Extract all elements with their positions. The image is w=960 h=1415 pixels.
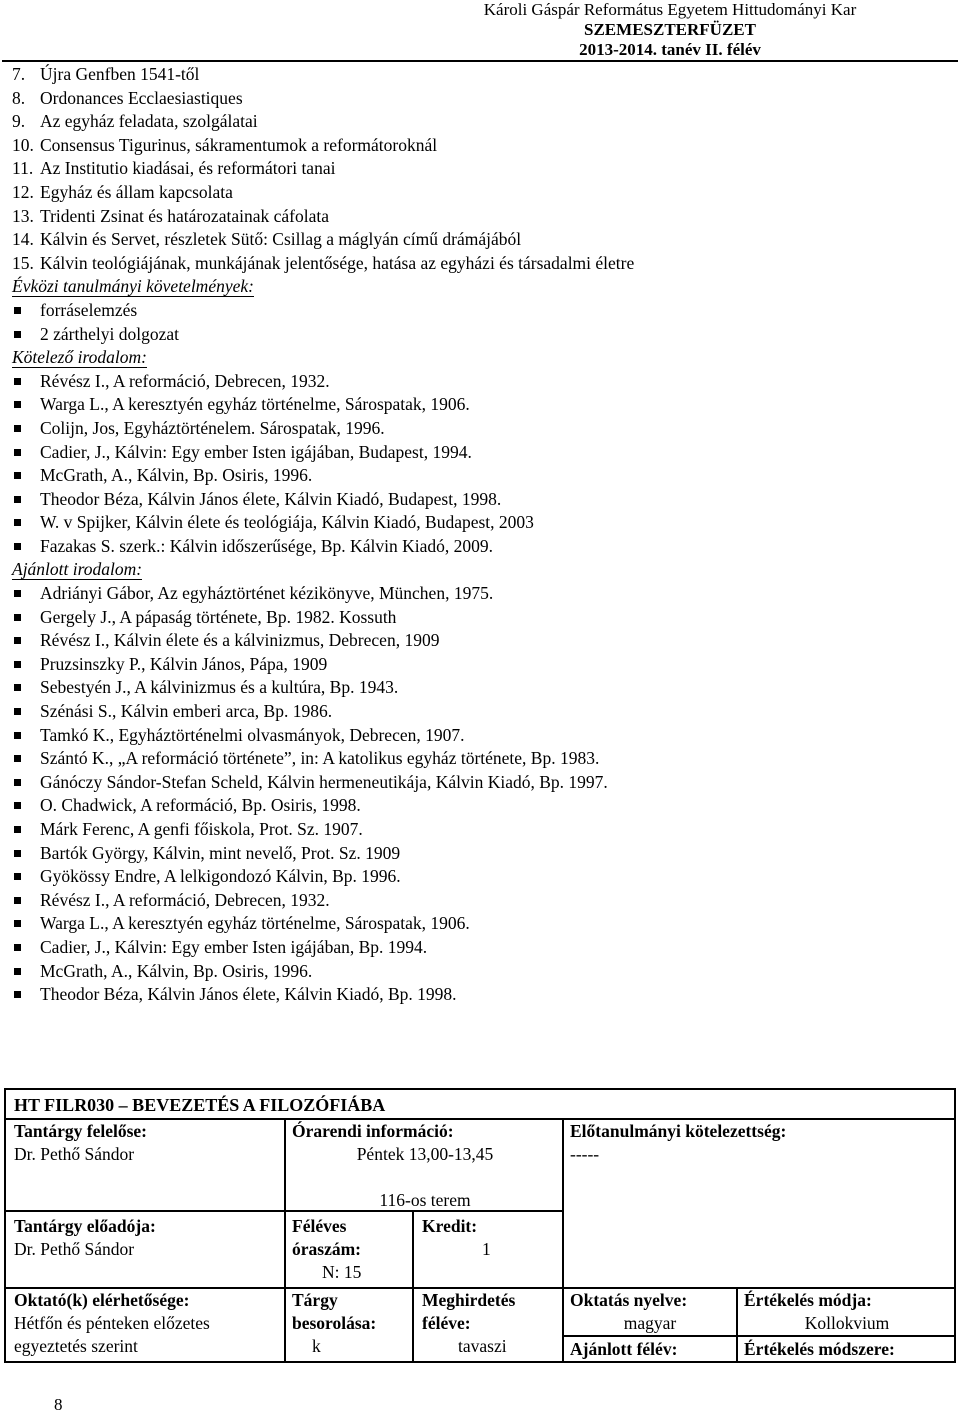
mandatory-literature-item: Révész I., A reformáció, Debrecen, 1932.	[12, 370, 952, 394]
recommended-semester-label: Ajánlott félév:	[570, 1339, 678, 1359]
topic-number: 8.	[12, 87, 26, 108]
responsible-label: Tantárgy felelőse:	[14, 1121, 148, 1141]
language-cell	[570, 1289, 730, 1335]
page-number: 8	[54, 1395, 63, 1414]
requirements-heading: Évközi tanulmányi követelmények:	[12, 276, 254, 297]
topic-item	[12, 205, 952, 229]
recommended-literature-item: McGrath, A., Kálvin, Bp. Osiris, 1996.	[12, 960, 952, 984]
prereq-label: Előtanulmányi kötelezettség:	[570, 1121, 787, 1141]
schedule-time: Péntek 13,00-13,45	[356, 1144, 494, 1164]
credit-label: Kredit:	[422, 1216, 478, 1236]
mandatory-literature-item: Warga L., A keresztyén egyház történelme, Sárospatak, 1906.	[12, 393, 952, 417]
requirement-item: 2 zárthelyi dolgozat	[12, 323, 952, 347]
eval-value: Kollokvium	[804, 1313, 890, 1333]
contact-line-1: Hétfőn és pénteken előzetes	[14, 1313, 210, 1333]
lecturer-label: Tantárgy előadója:	[14, 1216, 156, 1236]
topic-item	[12, 157, 952, 181]
topic-number: 7.	[12, 64, 26, 84]
announce-value: tavaszi	[458, 1336, 507, 1356]
mandatory-literature-item: McGrath, A., Kálvin, Bp. Osiris, 1996.	[12, 464, 952, 488]
recommended-literature-item: Gyökössy Endre, A lelkigondozó Kálvin, Bp. 1996.	[12, 865, 952, 889]
credit-cell	[422, 1215, 558, 1261]
responsible-cell	[14, 1120, 147, 1166]
topic-text: Consensus Tigurinus, sákramentumok a reformátoroknál	[40, 134, 438, 155]
mandatory-literature-item: Theodor Béza, Kálvin János élete, Kálvin Kiadó, Budapest, 1998.	[12, 488, 952, 512]
language-label: Oktatás nyelve:	[570, 1290, 688, 1310]
hours-value: N: 15	[322, 1262, 362, 1282]
requirements-list	[12, 299, 952, 346]
topic-number: 10.	[12, 134, 34, 155]
page-header	[390, 0, 950, 60]
lecturer-value: Dr. Pethő Sándor	[14, 1239, 135, 1259]
language-value: magyar	[623, 1313, 677, 1333]
topic-item	[12, 134, 952, 158]
mandatory-literature-list	[12, 370, 952, 559]
contact-line-2: egyeztetés szerint	[14, 1336, 138, 1356]
recommended-heading: Ajánlott irodalom:	[12, 559, 143, 580]
recommended-literature-item: Szénási S., Kálvin emberi arca, Bp. 1986.	[12, 700, 952, 724]
topic-list	[12, 63, 952, 275]
recommended-literature-item: Gánóczy Sándor-Stefan Scheld, Kálvin hermeneutikája, Kálvin Kiadó, Bp. 1997.	[12, 771, 952, 795]
schedule-room: 116-os terem	[379, 1190, 471, 1210]
classification-label-1: Tárgy	[292, 1290, 338, 1310]
contact-cell	[14, 1289, 210, 1358]
topic-text: Egyház és állam kapcsolata	[40, 181, 233, 202]
contact-label: Oktató(k) elérhetősége:	[14, 1290, 190, 1310]
recommended-literature-item: O. Chadwick, A reformáció, Bp. Osiris, 1998.	[12, 794, 952, 818]
recommended-literature-item: Márk Ferenc, A genfi főiskola, Prot. Sz. 1907.	[12, 818, 952, 842]
document-title: SZEMESZTERFÜZET	[584, 20, 756, 39]
topic-item	[12, 63, 952, 87]
col-divider-3	[412, 1210, 414, 1362]
mandatory-literature-item: Cadier, J., Kálvin: Egy ember Isten igájában, Budapest, 1994.	[12, 441, 952, 465]
row-divider-a	[6, 1210, 284, 1212]
topic-item	[12, 87, 952, 111]
mandatory-literature-item: W. v Spijker, Kálvin élete és teológiája, Kálvin Kiadó, Budapest, 2003	[12, 511, 952, 535]
hours-label-1: Féléves	[292, 1216, 347, 1236]
document-body	[12, 63, 952, 1007]
hours-label-2: óraszám:	[292, 1239, 362, 1259]
topic-item	[12, 110, 952, 134]
row-divider-d	[562, 1335, 954, 1337]
recommended-literature-item: Gergely J., A pápaság története, Bp. 1982. Kossuth	[12, 606, 952, 630]
topic-text: Ordonances Ecclaesiastiques	[40, 87, 243, 108]
col-divider-4	[736, 1287, 738, 1362]
topic-text: Az egyház feladata, szolgálatai	[40, 111, 258, 132]
recommended-literature-item: Adriányi Gábor, Az egyháztörténet kézikönyve, München, 1975.	[12, 582, 952, 606]
requirement-item: forráselemzés	[12, 299, 952, 323]
topic-number: 14.	[12, 229, 34, 250]
announce-label-2: féléve:	[422, 1313, 471, 1333]
mandatory-literature-item: Fazakas S. szerk.: Kálvin időszerűsége, Bp. Kálvin Kiadó, 2009.	[12, 535, 952, 559]
recommended-literature-item: Bartók György, Kálvin, mint nevelő, Prot. Sz. 1909	[12, 842, 952, 866]
topic-text: Kálvin teológiájának, munkájának jelentősége, hatása az egyházi és társadalmi életre	[40, 252, 635, 273]
topic-number: 11.	[12, 158, 34, 179]
hours-cell	[292, 1215, 410, 1284]
topic-number: 13.	[12, 205, 34, 226]
mandatory-literature-item: Colijn, Jos, Egyháztörténelem. Sárospatak, 1996.	[12, 417, 952, 441]
eval-cell	[744, 1289, 950, 1335]
course-title: HT FILR030 – BEVEZETÉS A FILOZÓFIÁBA	[6, 1090, 954, 1120]
topic-number: 15.	[12, 252, 34, 273]
col-divider-1	[284, 1118, 286, 1362]
credit-value: 1	[482, 1239, 491, 1259]
prereq-cell	[570, 1120, 786, 1166]
topic-text: Kálvin és Servet, részletek Sütő: Csillag a máglyán című drámájából	[40, 229, 522, 250]
recommended-literature-item: Warga L., A keresztyén egyház történelme, Sárospatak, 1906.	[12, 912, 952, 936]
classification-value: k	[312, 1336, 321, 1356]
topic-item	[12, 252, 952, 276]
topic-item	[12, 181, 952, 205]
topic-text: Tridenti Zsinat és határozatainak cáfolata	[40, 205, 329, 226]
topic-number: 9.	[12, 111, 26, 132]
eval-method-label: Értékelés módszere:	[744, 1339, 895, 1359]
recommended-literature-item: Theodor Béza, Kálvin János élete, Kálvin Kiadó, Bp. 1998.	[12, 983, 952, 1007]
recommended-literature-item: Pruzsinszky P., Kálvin János, Pápa, 1909	[12, 653, 952, 677]
semester-label: 2013-2014. tanév II. félév	[579, 40, 761, 59]
recommended-literature-item: Révész I., A reformáció, Debrecen, 1932.	[12, 889, 952, 913]
announce-label-1: Meghirdetés	[422, 1290, 516, 1310]
eval-label: Értékelés módja:	[744, 1290, 872, 1310]
header-divider	[2, 60, 958, 62]
classification-label-2: besorolása:	[292, 1313, 377, 1333]
recommended-literature-item: Sebestyén J., A kálvinizmus és a kultúra, Bp. 1943.	[12, 676, 952, 700]
topic-text: Az Institutio kiadásai, és reformátori tanai	[40, 158, 336, 179]
topic-text: Újra Genfben 1541-től	[40, 64, 200, 84]
institution-name: Károli Gáspár Református Egyetem Hittudományi Kar	[483, 0, 857, 19]
recommended-literature-list	[12, 582, 952, 1007]
schedule-cell	[292, 1120, 558, 1166]
recommended-literature-item: Szántó K., „A reformáció története”, in: A katolikus egyház története, Bp. 1983.	[12, 747, 952, 771]
recommended-literature-item: Tamkó K., Egyháztörténelmi olvasmányok, Debrecen, 1907.	[12, 724, 952, 748]
announce-cell	[422, 1289, 558, 1358]
topic-item	[12, 228, 952, 252]
col-divider-2	[562, 1118, 564, 1362]
course-info-table	[4, 1088, 956, 1363]
responsible-value: Dr. Pethő Sándor	[14, 1144, 135, 1164]
recommended-literature-item: Cadier, J., Kálvin: Egy ember Isten igájában, Bp. 1994.	[12, 936, 952, 960]
schedule-label: Órarendi információ:	[292, 1121, 454, 1141]
lecturer-cell	[14, 1215, 156, 1261]
classification-cell	[292, 1289, 410, 1358]
prereq-value: -----	[570, 1144, 600, 1164]
topic-number: 12.	[12, 181, 34, 202]
mandatory-heading: Kötelező irodalom:	[12, 347, 147, 368]
recommended-literature-item: Révész I., Kálvin élete és a kálvinizmus, Debrecen, 1909	[12, 629, 952, 653]
